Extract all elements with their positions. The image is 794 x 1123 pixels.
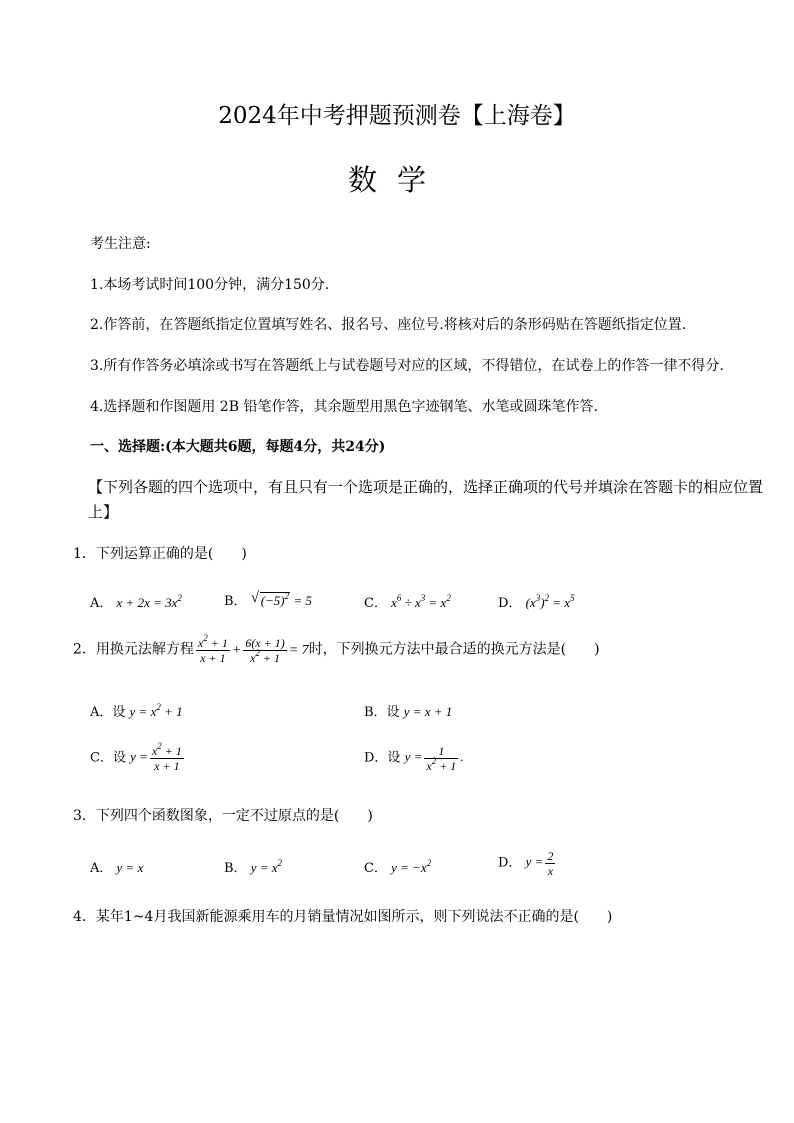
subject-title: 数学 [347, 163, 446, 197]
option-formula: $y = x^2 + 1$ [129, 702, 183, 719]
option-letter: D． [498, 596, 522, 611]
question-1-option-a [90, 592, 182, 611]
question-3-option-b [224, 857, 282, 876]
question-1-option-c [364, 592, 451, 611]
option-formula: $x + 2x = 3x^2$ [116, 593, 182, 610]
option-letter: C． [364, 596, 387, 611]
option-formula: $y = x^2$ [250, 858, 283, 875]
option-letter: B． [224, 594, 247, 609]
note-item-3: 3.所有作答务必填涂或书写在答题纸上与试卷题号对应的区域，不得错位，在试卷上的作答一律不得分. [90, 358, 724, 374]
option-formula: $y = -x^2$ [391, 858, 432, 875]
question-2-option-a [90, 701, 183, 720]
question-2-option-c [90, 741, 186, 773]
section-instruction-line1: 【下列各题的四个选项中，有且只有一个选项是正确的，选择正确项的代号并填涂在答题卡的相应位置 [88, 478, 764, 496]
question-2-option-b [364, 701, 452, 720]
question-1-option-d [498, 592, 575, 611]
option-formula: $(x^3)^2 = x^5$ [525, 593, 575, 610]
question-2-option-d [364, 744, 464, 773]
question-3-stem: 3．下列四个函数图象，一定不过原点的是( ) [73, 808, 373, 824]
option-letter: A． [90, 861, 113, 876]
option-letter: D．设 [364, 750, 401, 766]
option-letter: B．设 [364, 705, 400, 720]
note-item-2: 2.作答前，在答题纸指定位置填写姓名、报名号、座位号.将核对后的条形码贴在答题纸指定位置. [90, 317, 687, 333]
option-letter: C． [364, 861, 387, 876]
notes-heading: 考生注意: [90, 236, 151, 252]
option-formula: y = x [116, 860, 144, 875]
option-formula: $x^6 \div x^3 = x^2$ [391, 593, 451, 610]
option-letter: D． [498, 855, 522, 871]
note-item-1: 1.本场考试时间100分钟，满分150分. [90, 277, 330, 293]
note-item-4: 4.选择题和作图题用 2B 铅笔作答，其余题型用黑色字迹钢笔、水笔或圆珠笔作答. [90, 399, 598, 415]
section-heading: 一、选择题:(本大题共6题，每题4分，共24分) [90, 439, 386, 455]
question-4-stem: 4．某年1~4月我国新能源乘用车的月销量情况如图所示，则下列说法不正确的是( ) [73, 909, 613, 925]
option-formula: √ $(-5)^2 = 5$ [250, 590, 312, 608]
option-formula: y = $\frac{2}{x}$ [525, 849, 554, 878]
question-2-stem-suffix: 时，下列换元方法中最合适的换元方法是( ) [308, 641, 600, 658]
option-letter: A．设 [90, 705, 126, 720]
question-3-option-a [90, 857, 143, 876]
option-letter: A． [90, 596, 113, 611]
question-3-option-c [364, 857, 431, 876]
question-3-option-d [498, 849, 557, 878]
option-formula: y = $\frac{1}{x^2 + 1}$ . [404, 744, 464, 773]
question-2-stem-prefix: 2．用换元法解方程 [73, 641, 194, 658]
page-title: 2024年中考押题预测卷【上海卷】 [218, 103, 576, 129]
question-2-equation: $\frac{x^2 + 1}{x + 1}$ + $\frac{6(x + 1)}{x^2 + 1}$ = 7 [197, 633, 309, 665]
question-2-stem [73, 633, 600, 665]
option-letter: B． [224, 861, 247, 876]
section-instruction-line2: 上】 [88, 503, 119, 521]
option-letter: C．设 [90, 750, 126, 766]
option-formula: y = x + 1 [403, 704, 453, 719]
question-1-option-b [224, 590, 312, 609]
question-1-stem: 1．下列运算正确的是( ) [73, 546, 247, 562]
option-formula: y = $\frac{x^2 + 1}{x + 1}$ [130, 741, 182, 773]
